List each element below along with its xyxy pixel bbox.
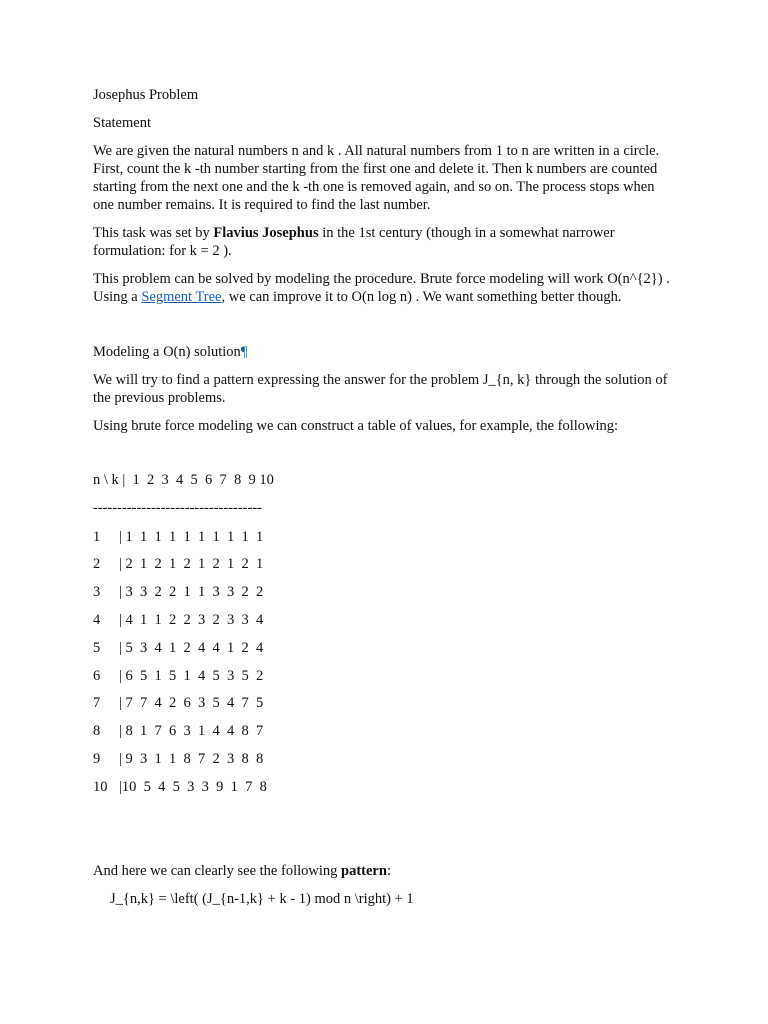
table-row [93, 583, 673, 611]
table-row-label: 7 [93, 695, 101, 712]
values-table [93, 472, 673, 806]
table-row [93, 694, 673, 722]
table-row-values: | 5 3 4 1 2 4 4 1 2 4 [119, 639, 264, 656]
statement-heading: Statement [93, 115, 151, 131]
table-header-row: n \ k | 1 2 3 4 5 6 7 8 9 10 [93, 472, 274, 488]
table-row [93, 639, 673, 667]
table-row [93, 778, 673, 806]
table-row-values: |10 5 4 5 3 3 9 1 7 8 [119, 778, 267, 795]
table-row-values: | 7 7 4 2 6 3 5 4 7 5 [119, 695, 264, 712]
section-anchor-link[interactable]: ¶ [240, 344, 248, 360]
table-row-label: 8 [93, 723, 101, 740]
table-row-values: | 1 1 1 1 1 1 1 1 1 1 [119, 528, 264, 545]
table-row-label: 6 [93, 667, 101, 684]
complexity-text-start: This problem can be solved by modeling the procedure. Brute force modeling will work O(n^{2}) . Using a [93, 271, 670, 305]
document-title: Josephus Problem [93, 87, 199, 103]
table-row-values: | 8 1 7 6 3 1 4 4 8 7 [119, 723, 264, 740]
pattern-paragraph [93, 862, 673, 880]
section-heading-text: Modeling a O(n) solution [93, 344, 241, 360]
table-row-label: 9 [93, 750, 101, 767]
history-text-start: This task was set by [93, 225, 214, 241]
statement-paragraph: We are given the natural numbers n and k . All natural numbers from 1 to n are written in a circle. First, count the k -th number starting from the first one and delete it. Then k numbers are counted starting from the next one and the k -th one is removed again, and so on. The process stops when one number remains. It is required to find the last number. [93, 143, 660, 213]
table-row-label: 1 [93, 528, 101, 545]
segment-tree-link[interactable]: Segment Tree [141, 289, 222, 305]
table-row [93, 722, 673, 750]
table-separator: ----------------------------------- [93, 499, 263, 516]
history-paragraph [93, 224, 673, 260]
table-row-label: 3 [93, 584, 101, 601]
document-page [93, 86, 673, 918]
history-text-end: in the 1st century (though in a somewhat narrower formulation: for k = 2 ). [93, 225, 615, 259]
table-row [93, 611, 673, 639]
complexity-text-end: , we can improve it to O(n log n) . We want something better though. [221, 289, 622, 305]
table-intro-paragraph: Using brute force modeling we can construct a table of values, for example, the following: [93, 418, 619, 434]
pattern-bold-word: pattern [341, 862, 387, 879]
table-row-values: | 3 3 2 2 1 1 3 3 2 2 [119, 584, 264, 601]
table-row-values: | 2 1 2 1 2 1 2 1 2 1 [119, 556, 264, 573]
table-rows [93, 528, 673, 806]
flavius-josephus-name: Flavius Josephus [213, 225, 319, 241]
complexity-paragraph [93, 270, 673, 306]
table-row-values: | 6 5 1 5 1 4 5 3 5 2 [119, 667, 264, 684]
pattern-intro-paragraph: We will try to find a pattern expressing the answer for the problem J_{n, k} through the solution of the previous problems. [93, 372, 668, 406]
table-row-label: 4 [93, 611, 101, 628]
table-row-values: | 9 3 1 1 8 7 2 3 8 8 [119, 750, 264, 767]
recurrence-formula: J_{n,k} = \left( (J_{n-1,k} + k - 1) mod n \right) + 1 [110, 890, 414, 907]
table-row-values: | 4 1 1 2 2 3 2 3 3 4 [119, 611, 264, 628]
table-row-label: 5 [93, 639, 101, 656]
table-row [93, 528, 673, 556]
pattern-text-start: And here we can clearly see the following [93, 862, 342, 879]
pattern-text-end: : [386, 862, 391, 879]
table-row-label: 2 [93, 556, 101, 573]
table-row-label: 10 [93, 778, 108, 795]
table-row [93, 750, 673, 778]
section-heading [93, 343, 673, 361]
table-row [93, 555, 673, 583]
table-row [93, 667, 673, 695]
